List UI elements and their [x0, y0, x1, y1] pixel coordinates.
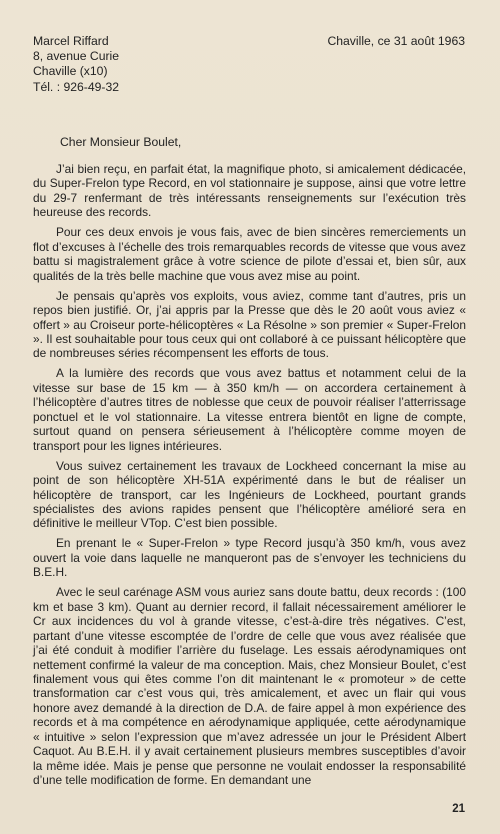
body-paragraph: J’ai bien reçu, en parfait état, la magnifique photo, si amicalement dédicacée, du Super-Frelon type Record, en vol stationnaire je suppose, ainsi que votre lettre du 29-7 renfermant de très intéressants renseignements sur l’exécution très heureuse des records. [33, 162, 466, 220]
letter-dateline: Chaville, ce 31 août 1963 [327, 34, 465, 48]
sender-street: 8, avenue Curie [33, 49, 120, 64]
body-paragraph: Pour ces deux envois je vous fais, avec de bien sincères remerciements un flot d’excuses à l’échelle des trois remarquables records de vitesse que vous avez battu si magistralement grâce à votre science de pilote d’essai et, bien sûr, aux qualités de la très belle machine que vous avez mise au point. [33, 225, 466, 283]
page-number: 21 [452, 803, 465, 815]
sender-phone: Tél. : 926-49-32 [33, 79, 120, 94]
sender-name: Marcel Riffard [33, 34, 109, 48]
body-paragraph: En prenant le « Super-Frelon » type Record jusqu’à 350 km/h, vous avez ouvert la voie dans laquelle ne manqueront pas de s’envoyer les techniciens du B.E.H. [33, 536, 466, 580]
body-paragraph: Je pensais qu’après vos exploits, vous aviez, comme tant d’autres, pris un repos bien justifié. Or, j’ai appris par la Presse que dès le 20 août vous aviez « offert » au Croiseur porte-hélicoptères « La Résolne » son premier « Super-Frelon ». Il est souhaitable pour tous ceux qui ont collaboré à ce puissant hélicoptère que de nombreuses séries récompensent les efforts de tous. [33, 288, 466, 361]
sender-city: Chaville (x10) [33, 64, 108, 79]
letter-salutation: Cher Monsieur Boulet, [60, 135, 182, 149]
sender-address-block [33, 34, 119, 95]
body-paragraph: Vous suivez certainement les travaux de Lockheed concernant la mise au point de son hélicoptère XH-51A expérimenté dans le but de réaliser un hélicoptère de transport, car les Ingénieurs de Lockheed, pourtant grands spécialistes des avions rapides pensent que l’hélicoptère amélioré sera en définitive le meilleur VTop. C’est bien possible. [33, 458, 466, 531]
letter-body [33, 162, 466, 788]
body-paragraph: A la lumière des records que vous avez battus et notamment celui de la vitesse sur base de 15 km — à 350 km/h — on accordera certainement à l’hélicoptère d’autres titres de noblesse que ceux de pouvoir réaliser l’atterrissage ponctuel et le vol stationnaire. La vitesse entrera bientôt en ligne de compte, surtout quand on pensera sérieusement à l’hélicoptère comme moyen de transport pour les lignes intérieures. [33, 366, 466, 453]
body-paragraph: Avec le seul carénage ASM vous auriez sans doute battu, deux records : (100 km et base 3 km). Quant au dernier record, il fallait nécessairement améliorer le Cr aux incidences du vol à grande vitesse, c’est-à-dire très négatives. C’est, partant d’une vitesse escomptée de l’ordre de celle que vous avez réalisée que j’ai été conduit à modifier l’arrière du fuselage. Les essais aérodynamiques ont nettement confirmé la valeur de ma conception. Mais, chez Monsieur Boulet, c’est finalement vous qui êtes comme l’on dit maintenant le « promoteur » de cette transformation car c’est vous qui, très amicalement, et avec un flair qui vous honore avez demandé à la direction de D.A. de faire appel à mon expérience des records et à ma compétence en aérodynamique appliquée, cette aérodynamique « intuitive » selon l’expression que m’avez adressée un jour le Président Albert Caquot. Au B.E.H. il y avait certainement plusieurs membres susceptibles d’avoir la même idée. Mais je pense que personne ne voulait endosser la responsabilité d’une telle modification de forme. En demandant une [33, 585, 466, 788]
